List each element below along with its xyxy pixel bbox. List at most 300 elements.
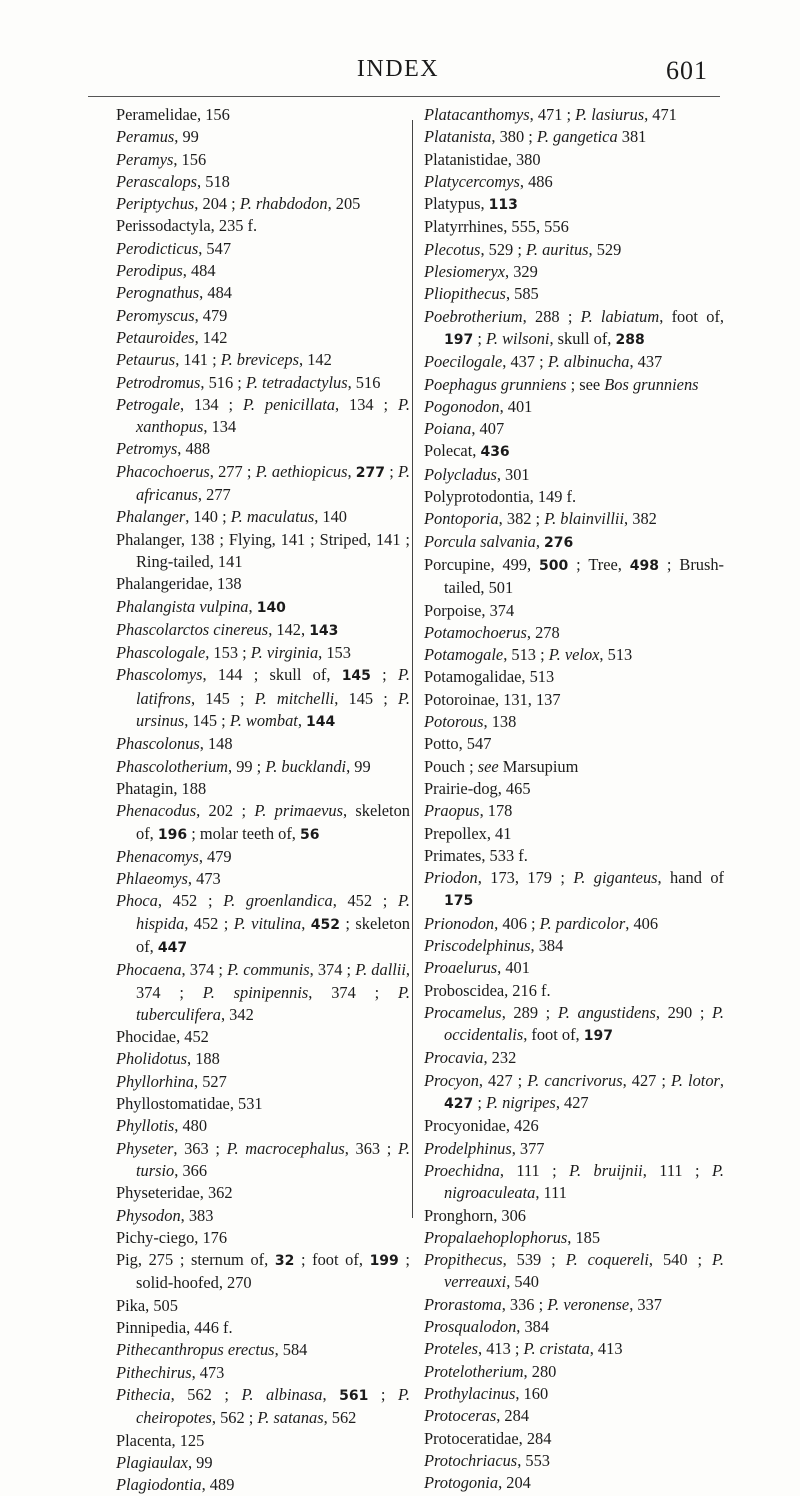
illustration-page-ref: 452 [310,916,340,933]
taxon-name: Phenacomys [116,846,199,866]
index-entry [116,619,410,642]
index-entry [424,1450,724,1472]
index-entry [424,1160,724,1205]
entry-text: , 336 ; [501,1294,548,1314]
taxon-name: P. albinucha [547,352,630,372]
taxon-name: Petaurus [116,350,176,370]
entry-text: , 513 ; [503,645,549,665]
entry-text: , 452 ; [184,913,234,933]
entry-text: , 479 [194,305,228,325]
taxon-name: P. veronense [547,1294,630,1314]
taxon-name: Proteles [424,1339,479,1359]
entry-text: , 145 ; [184,711,230,731]
taxon-name: P. communis [227,960,310,980]
taxon-name: P. spinipennis [202,982,309,1002]
illustration-page-ref: 197 [444,331,474,348]
entry-text: Phalangeridae, 138 [116,574,242,594]
index-entry [424,689,724,711]
entry-text: , hand of [657,868,724,888]
taxon-name: Protelotherium [424,1361,524,1381]
entry-text: Protoceratidae, 284 [424,1428,552,1448]
entry-text: , 329 [505,262,538,282]
entry-text: , 366 [174,1160,208,1180]
index-entry [116,890,410,959]
index-entry [116,529,410,574]
entry-text: , 437 [629,352,663,372]
taxon-name: P. vitulina [233,913,302,933]
entry-text: , 288 ; [522,306,581,326]
taxon-name: Proechidna [424,1160,500,1180]
index-entry [116,1227,410,1249]
entry-text: , 384 [516,1317,550,1337]
entry-text: , 513 [599,645,633,665]
taxon-name: P. africanus [136,461,411,505]
entry-text: Phocidae, 452 [116,1027,209,1047]
taxon-name: Phyllotis [116,1116,175,1136]
illustration-page-ref: 143 [309,622,339,639]
taxon-name: P. cristata [523,1339,590,1359]
taxon-name: Pliopithecus [424,284,506,304]
entry-text: , 140 [314,507,347,527]
taxon-name: Poecilogale [424,352,503,372]
entry-text: , 140 ; [185,507,231,527]
entry-text: , 452 ; [157,891,224,911]
illustration-page-ref: 197 [583,1028,613,1045]
taxon-name: P. aethiopicus [255,461,348,481]
entry-text: , 188 [187,1049,220,1069]
taxon-name: P. nigroaculeata [444,1160,724,1203]
taxon-name: P. tursio [136,1138,411,1180]
taxon-name: Potamochoerus [424,622,527,642]
index-entry [424,306,724,352]
entry-text: Primates, 533 f. [424,845,528,865]
taxon-name: P. velox [548,645,600,665]
entry-text: ; solid-hoofed, 270 [136,1250,410,1293]
index-entry [116,1182,410,1204]
entry-text: , 111 ; [499,1160,570,1180]
entry-text: , 384 [530,935,564,955]
index-entry [116,1093,410,1115]
index-entry [424,1047,724,1069]
entry-text: , skull of, [549,328,616,348]
taxon-name: Phascologale [116,643,206,663]
entry-text: , 337 [629,1294,662,1314]
taxon-name: Priodon [424,868,478,888]
entry-text: , foot of, [523,1025,584,1045]
taxon-name: Protogonia [424,1473,499,1493]
entry-text: Pig, 275 ; sternum of, [116,1250,275,1270]
taxon-name: Phascolomys [116,665,203,685]
index-entry [424,126,724,148]
entry-text: , 479 [198,846,232,866]
page-header [88,56,708,96]
index-entry [424,261,724,283]
taxon-name: Peramys [116,149,174,169]
entry-text: Pinnipedia, 446 f. [116,1318,233,1338]
taxon-name: Phalangista vulpina [116,596,249,616]
entry-text: Perissodactyla, 235 f. [116,216,258,236]
index-entry [116,756,410,778]
entry-text: , foot of, [659,306,724,326]
taxon-name: P. ursinus [136,688,411,731]
index-entry [424,867,724,913]
taxon-name: Phacochoerus [116,461,210,481]
entry-text: , 289 ; [501,1002,558,1022]
taxon-name: P. verreauxi [444,1250,724,1292]
illustration-page-ref: 427 [444,1096,474,1113]
taxon-name: P. auritus [525,239,589,259]
entry-text: Proboscidea, 216 f. [424,980,551,1000]
entry-text: , [347,461,356,481]
entry-text: Platypus, [424,194,489,214]
taxon-name: Propithecus [424,1250,503,1270]
taxon-name: Perognathus [116,283,200,303]
index-entry [424,149,724,171]
index-entry [116,642,410,664]
index-entry [116,193,410,215]
entry-text: , 374 ; [136,960,411,1002]
entry-text: , 142 [194,327,228,347]
index-entry [116,349,410,371]
taxon-name: P. bucklandi [265,756,347,776]
index-entry [116,215,410,237]
entry-text: , 427 [555,1093,589,1113]
entry-text: , 539 ; [502,1250,566,1270]
index-entry [116,372,410,394]
taxon-name: P. primaevus [254,801,343,821]
entry-text: , 473 [191,1362,225,1382]
taxon-name: P. lotor [670,1070,720,1090]
entry-text: , 301 [496,464,530,484]
index-entry [424,600,724,622]
entry-text: ; see [566,374,605,394]
entry-text: , 160 [515,1383,549,1403]
entry-text: Porpoise, 374 [424,600,515,620]
taxon-name: Pogonodon [424,396,500,416]
taxon-name: Pithecia [116,1384,171,1404]
taxon-name: Pithecanthropus erectus [116,1340,275,1360]
taxon-name: Potamogale [424,645,504,665]
entry-text: Pichy-ciego, 176 [116,1227,228,1247]
entry-text: ; [385,461,399,481]
entry-text: , 204 ; [194,194,240,214]
index-entry [116,1362,410,1384]
entry-text: , 518 [197,171,230,191]
entry-text: , 153 [318,643,351,663]
entry-text: , 142, [268,619,310,639]
taxon-name: Petrogale [116,394,181,414]
taxon-name: Protoceras [424,1406,497,1426]
taxon-name: Perascalops [116,171,198,191]
entry-text: Pouch ; [424,756,478,776]
entry-text: , 540 [506,1272,539,1292]
taxon-name: Procavia [424,1048,484,1068]
taxon-name: P. groenlandica [223,891,333,911]
illustration-page-ref: 498 [629,557,660,574]
entry-text: , 99 ; [228,756,266,776]
index-entry [116,438,410,460]
index-entry [424,1383,724,1405]
entry-text: , 383 [180,1205,214,1225]
entry-text: , 516 ; [200,372,246,392]
taxon-name: Poephagus grunniens [424,374,567,394]
entry-text: Prepollex, 41 [424,823,512,843]
index-entry [424,980,724,1002]
illustration-page-ref: 32 [274,1253,295,1270]
entry-text: , 134 ; [335,394,399,414]
entry-text: Polyprotodontia, 149 f. [424,487,577,507]
entry-text: , 480 [174,1116,208,1136]
index-entry [116,1317,410,1339]
taxon-name: P. tetradactylus [245,372,348,392]
taxon-name: P. xanthopus [136,394,411,437]
taxon-name: P. maculatus [230,507,315,527]
taxon-name: Petromys [116,439,178,459]
entry-text: , 452 ; [332,891,399,911]
taxon-name: Prosqualodon [424,1317,517,1337]
taxon-name: Perodicticus [116,238,199,258]
taxon-name: Prodelphinus [424,1138,512,1158]
entry-text: Marsupium [498,756,579,776]
taxon-name: P. rhabdodon [239,194,328,214]
entry-text: , 406 [625,913,659,933]
index-entry [116,1138,410,1183]
illustration-page-ref: 447 [157,939,188,956]
entry-text: , 145 ; [190,688,255,708]
index-entry [116,149,410,171]
index-entry [116,126,410,148]
entry-text: Potoroinae, 131, 137 [424,689,561,709]
entry-text: , 562 [323,1408,357,1428]
taxon-name: Plagiodontia [116,1475,202,1495]
index-entry [116,1249,410,1295]
entry-text: , 141 ; [175,350,221,370]
entry-text: , 553 [517,1450,550,1470]
taxon-name: Phlaeomys [116,869,188,889]
index-entry [116,327,410,349]
illustration-page-ref: 288 [615,331,645,348]
index-entry [424,396,724,418]
taxon-name: Bos grunniens [604,374,699,394]
entry-text: , skeleton of, [136,801,410,843]
illustration-page-ref: 144 [306,714,336,731]
entry-text: , [322,1384,340,1404]
index-entry [424,440,724,463]
index-entry [424,464,724,486]
taxon-name: Phoca [116,891,158,911]
entry-text: , 284 [496,1406,530,1426]
index-entry [116,573,410,595]
taxon-name: Phocaena [116,960,182,980]
index-entry [424,1405,724,1427]
illustration-page-ref: 276 [544,534,574,551]
entry-text: , 178 [479,801,513,821]
index-entry [424,1115,724,1137]
index-entry [424,622,724,644]
taxon-name: Phenacodus [116,801,197,821]
taxon-name: Prothylacinus [424,1383,516,1403]
entry-text: , 529 [588,239,622,259]
illustration-page-ref: 175 [444,893,474,910]
index-entry [116,959,410,1026]
entry-text: , 111 [535,1183,567,1203]
entry-text: , 547 [198,238,232,258]
entry-text: ; skeleton of, [136,913,411,956]
taxon-name: Phascolotherium [116,756,228,776]
taxon-name: P. cancrivorus [527,1070,623,1090]
entry-text: , 471 [644,105,677,124]
taxon-name: see [477,756,499,776]
entry-text: , 290 ; [655,1002,713,1022]
entry-text: , 585 [505,284,539,304]
entry-text: Procyonidae, 426 [424,1116,539,1136]
index-entry [424,1428,724,1450]
entry-text: , 377 [511,1138,545,1158]
index-entry [116,1339,410,1361]
taxon-name: Phyllorhina [116,1071,195,1091]
entry-text: , 413 [589,1339,623,1359]
index-entry [116,1048,410,1070]
entry-text: , 99 [187,1452,213,1472]
entry-text: , 277 [197,485,231,505]
index-entry [424,913,724,935]
taxon-name: Priscodelphinus [424,935,531,955]
taxon-name: P. hispida [136,891,411,933]
entry-text: , 202 ; [196,801,255,821]
column-divider [412,120,413,1218]
taxon-name: Poiana [424,419,472,439]
taxon-name: Petauroides [116,327,195,347]
index-entry [116,1430,410,1452]
taxon-name: P. gangetica [536,127,618,147]
index-entry [424,644,724,666]
entry-text: , 156 [173,149,207,169]
index-entry [424,1472,724,1494]
taxon-name: P. angustidens [557,1002,656,1022]
taxon-name: P. labiatum [580,306,660,326]
entry-text: Platyrrhines, 555, 556 [424,217,569,237]
entry-text: , 427 ; [622,1070,671,1090]
entry-text: , 486 [519,171,553,191]
taxon-name: P. bruijnii [569,1160,643,1180]
entry-text: , 406 ; [494,913,540,933]
index-entry [424,418,724,440]
entry-text: Potto, 547 [424,734,492,754]
entry-text: , 407 [471,419,505,439]
index-entry [116,461,410,507]
taxon-name: Procyon [424,1070,479,1090]
index-entry [116,868,410,890]
index-column-left [116,104,410,1496]
taxon-name: P. pardicolor [539,913,626,933]
illustration-page-ref: 436 [480,444,510,461]
index-entry [424,351,724,373]
index-entry [116,394,410,439]
entry-text: Physeteridae, 362 [116,1183,233,1203]
illustration-page-ref: 277 [355,464,386,481]
index-entry [116,846,410,868]
taxon-name: Plecotus [424,239,481,259]
entry-text: , 488 [177,439,211,459]
taxon-name: P. giganteus [573,868,658,888]
entry-text: , 342 [220,1004,254,1024]
taxon-name: Poebrotherium [424,306,523,326]
taxon-name: Peramus [116,127,175,147]
taxon-name: Pontoporia [424,509,499,529]
index-entry [116,800,410,846]
taxon-name: P. mitchelli [254,688,335,708]
entry-text: Pika, 505 [116,1295,178,1315]
entry-text: , 205 [327,194,361,214]
taxon-name: P. occidentalis [444,1002,725,1045]
taxon-name: Phalanger [116,507,186,527]
index-entry [116,171,410,193]
illustration-page-ref: 113 [488,197,518,214]
index-entry [424,778,724,800]
taxon-name: P. coquereli [565,1250,649,1270]
running-title: INDEX [356,56,440,82]
taxon-name: P. albinasa [241,1384,323,1404]
index-entry [116,1384,410,1430]
entry-text: , 145 ; [334,688,399,708]
entry-text: Prairie-dog, 465 [424,778,531,798]
index-entry [424,800,724,822]
taxon-name: P. virginia [250,643,319,663]
taxon-name: Plesiomeryx [424,262,506,282]
index-entry [424,1002,724,1048]
entry-text: , 363 ; [173,1138,227,1158]
entry-text: , 380 ; [491,127,537,147]
index-entry [424,935,724,957]
taxon-name: P. wilsoni [485,328,550,348]
index-entry [424,193,724,216]
index-entry [116,305,410,327]
taxon-name: Platanista [424,127,492,147]
taxon-name: Physeter [116,1138,174,1158]
entry-text: , 204 [498,1473,531,1493]
illustration-page-ref: 145 [341,668,371,685]
index-entry [424,1338,724,1360]
taxon-name: P. wombat [229,711,298,731]
taxon-name: Petrodromus [116,372,201,392]
taxon-name: Polycladus [424,464,497,484]
index-entry [424,823,724,845]
entry-text: , 374 ; [308,982,399,1002]
entry-text: , 144 ; skull of, [202,665,342,685]
entry-text: , 527 [194,1071,227,1091]
index-entry [116,1071,410,1093]
entry-text: , 471 ; [529,105,576,124]
entry-text: ; Tree, [568,554,630,574]
taxon-name: Pholidotus [116,1049,188,1069]
entry-text: , 374 ; [181,960,228,980]
index-entry [424,1294,724,1316]
illustration-page-ref: 561 [339,1387,369,1404]
entry-text: , 99 [346,756,371,776]
index-entry [424,374,724,396]
index-entry [424,1227,724,1249]
taxon-name: Periptychus [116,194,195,214]
index-entry [424,845,724,867]
index-column-right [424,104,724,1494]
entry-text: Pronghorn, 306 [424,1205,526,1225]
index-entry [116,1474,410,1496]
taxon-name: Prionodon [424,913,495,933]
index-entry [116,238,410,260]
taxon-name: P. blainvillii [544,509,625,529]
index-entry [116,506,410,528]
taxon-name: Prorastoma [424,1294,502,1314]
